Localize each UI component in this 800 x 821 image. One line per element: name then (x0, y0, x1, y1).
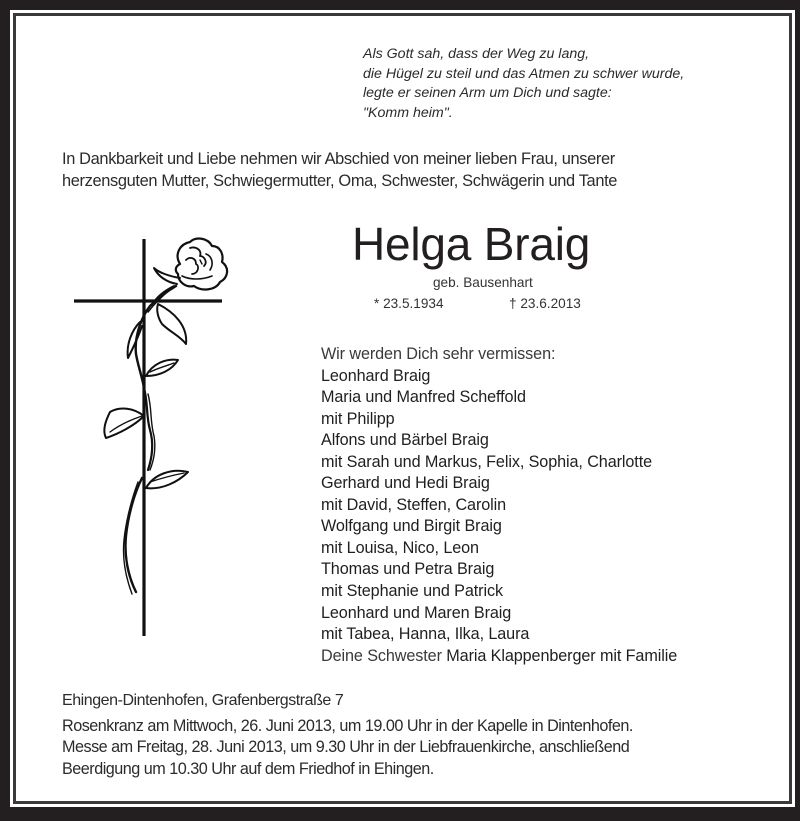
mourner-line: mit Philipp (321, 409, 395, 428)
service-line: Messe am Freitag, 28. Juni 2013, um 9.30 Uhr in der Liebfrauenkirche, anschließend (62, 738, 630, 757)
address: Ehingen-Dintenhofen, Grafenbergstraße 7 (62, 692, 344, 709)
deceased-name: Helga Braig (352, 218, 591, 270)
mourner-line: mit Tabea, Hanna, Ilka, Laura (321, 625, 530, 644)
poem-line: "Komm heim". (363, 104, 453, 121)
sister-name: Maria Klappenberger mit Familie (446, 646, 678, 665)
sister-line (321, 646, 677, 668)
mourners-list (321, 344, 677, 667)
mourners-lead: Wir werden Dich sehr vermissen: (321, 345, 556, 363)
outer-frame (10, 10, 795, 807)
birth-date: * 23.5.1934 (374, 296, 444, 311)
birth-name: geb. Bausenhart (433, 275, 533, 290)
mourner-line: Gerhard und Hedi Braig (321, 474, 490, 493)
inner-frame-line (13, 13, 792, 804)
death-date: † 23.6.2013 (509, 296, 581, 311)
intro-line: In Dankbarkeit und Liebe nehmen wir Abschied von meiner lieben Frau, unserer (62, 150, 615, 168)
mourner-line: Alfons und Bärbel Braig (321, 431, 489, 450)
service-details (62, 716, 633, 780)
intro-text (62, 149, 617, 192)
cross-with-rose-icon (62, 226, 272, 651)
intro-line: herzensguten Mutter, Schwiegermutter, Oma, Schwester, Schwägerin und Tante (62, 171, 618, 190)
mourner-line: Thomas und Petra Braig (321, 560, 495, 579)
mourner-line: Leonhard Braig (321, 366, 431, 385)
poem-line: die Hügel zu steil und das Atmen zu schwer wurde, (363, 65, 685, 82)
poem-line: legte er seinen Arm um Dich und sagte: (363, 85, 612, 102)
mourner-line: Wolfgang und Birgit Braig (321, 517, 502, 536)
mourner-line: mit Louisa, Nico, Leon (321, 538, 479, 557)
poem (363, 45, 684, 123)
mourner-line: mit David, Steffen, Carolin (321, 495, 507, 514)
mourner-line: mit Sarah und Markus, Felix, Sophia, Charlotte (321, 452, 652, 471)
obituary-notice (16, 16, 789, 801)
service-line: Beerdigung um 10.30 Uhr auf dem Friedhof in Ehingen. (62, 759, 434, 778)
mourner-line: Maria und Manfred Scheffold (321, 388, 526, 407)
sister-prefix: Deine Schwester (321, 646, 442, 665)
service-line: Rosenkranz am Mittwoch, 26. Juni 2013, um 19.00 Uhr in der Kapelle in Dintenhofen. (62, 717, 633, 735)
mourner-line: Leonhard und Maren Braig (321, 603, 512, 622)
mourner-line: mit Stephanie und Patrick (321, 582, 503, 601)
poem-line: Als Gott sah, dass der Weg zu lang, (363, 46, 590, 62)
